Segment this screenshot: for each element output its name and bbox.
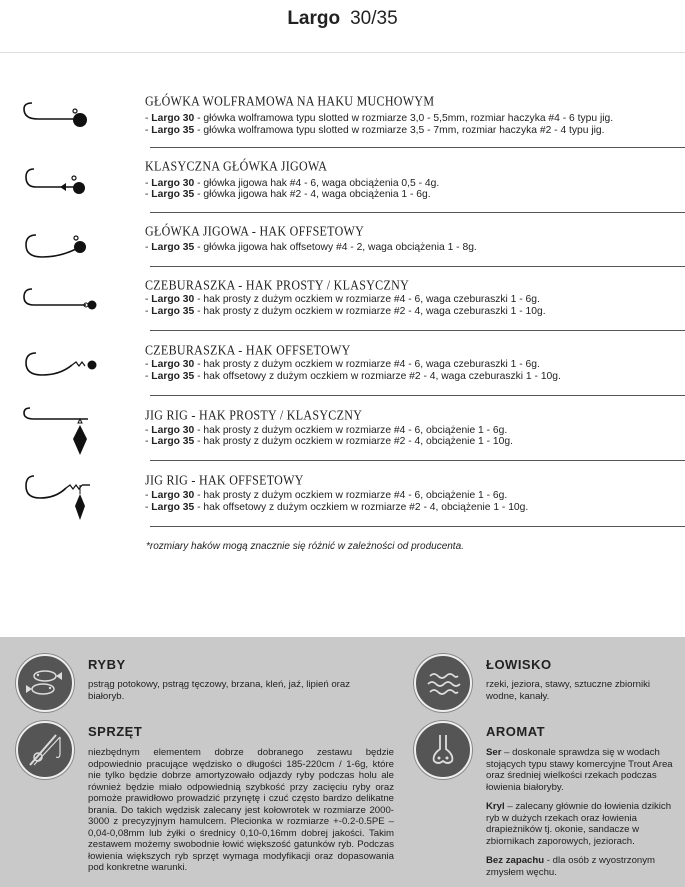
title-sizes: 30/35 xyxy=(350,8,398,29)
section-title: CZEBURASZKA - HAK OFFSETOWY xyxy=(145,342,351,359)
section-divider xyxy=(150,330,685,331)
jig-rig-straight-hook-icon xyxy=(20,405,100,460)
spec-line: - Largo 35 - hak offsetowy z dużym oczkiem w rozmiarze #2 - 4, obciążenie 1 - 10g. xyxy=(145,502,529,513)
page-title xyxy=(0,8,685,30)
spec-line: - Largo 30 - hak prosty z dużym oczkiem w rozmiarze #4 - 6, obciążenie 1 - 6g. xyxy=(145,490,508,501)
spec-line: - Largo 35 - hak offsetowy z dużym oczkiem w rozmiarze #2 - 4, waga czeburaszki 1 - 10g. xyxy=(145,371,561,382)
section-divider xyxy=(150,212,685,213)
section-title: KLASYCZNA GŁÓWKA JIGOWA xyxy=(145,158,328,175)
nose-aroma-icon xyxy=(414,721,472,779)
sprzet-heading: SPRZĘT xyxy=(88,724,143,739)
section-divider xyxy=(150,526,685,527)
ryby-heading: RYBY xyxy=(88,657,126,672)
spec-line: - Largo 35 - główka wolframowa typu slotted w rozmiarze 3,5 - 7mm, rozmiar haczyka #2 - 4 typu jig. xyxy=(145,125,605,136)
classic-jig-head-icon xyxy=(20,158,100,208)
jig-rig-offset-hook-icon xyxy=(20,472,100,527)
aromat-heading: AROMAT xyxy=(486,724,546,739)
spec-line: - Largo 35 - główka jigowa hak #2 - 4, waga obciążenia 1 - 6g. xyxy=(145,189,431,200)
section-divider xyxy=(150,460,685,461)
section-title: GŁÓWKA JIGOWA - HAK OFFSETOWY xyxy=(145,223,365,240)
spec-line: - Largo 30 - główka jigowa hak #4 - 6, waga obciążenia 0,5 - 4g. xyxy=(145,178,440,189)
aromat-text xyxy=(486,747,678,886)
fishing-rod-icon xyxy=(16,721,74,779)
section-title: CZEBURASZKA - HAK PROSTY / KLASYCZNY xyxy=(145,277,410,294)
footnote: *rozmiary haków mogą znacznie się różnić w zależności od producenta. xyxy=(146,541,464,552)
section-title: GŁÓWKA WOLFRAMOWA NA HAKU MUCHOWYM xyxy=(145,93,435,110)
ryby-text: pstrąg potokowy, pstrąg tęczowy, brzana, kleń, jaź, lipień oraz białoryb. xyxy=(88,679,351,702)
spec-line: - Largo 35 - główka jigowa hak offsetowy #4 - 2, waga obciążenia 1 - 8g. xyxy=(145,242,477,253)
section-divider xyxy=(150,395,685,396)
water-waves-icon xyxy=(414,654,472,712)
section-divider xyxy=(150,266,685,267)
title-model: Largo xyxy=(287,8,341,29)
aromat-item: Ser – doskonale sprawdza się w wodach stojących typu stawy komercyjne Trout Area oraz średniej wielkości rzekach podczas łowienia białoryby. xyxy=(486,747,673,793)
spec-line: - Largo 35 - hak prosty z dużym oczkiem w rozmiarze #2 - 4, obciążenie 1 - 10g. xyxy=(145,436,513,447)
section-title: JIG RIG - HAK OFFSETOWY xyxy=(145,472,304,489)
sprzet-text: niezbędnym elementem dobrze dobranego zestawu będzie odpowiednio pracujące wędzisko o długości 185-220cm / 1-6g, które nie tylko będzie dobrze amortyzowało odjazdy ryby podczas holu ale również będzie miało odpowiednią szybkość przy zacięciu ryby oraz pomoże prawidłowo prowadzić przynętę i czuć często bardzo delikatne brania. Do takich wędzisk zalecany jest kołowrotek w rozmiarze 2000-3000 z precyzyjnym hamulcem. Plecionka w rozmiarze +-0.2-0.5PE – 0,04-0,08mm lub żyłki o średnicy 0,10-0,16mm dobrej jakości. Takim zestawem możemy swobodnie łowić większość gatunków ryb. Podczas łowienia większych ryb sprzęt wymaga modyfikacji oraz dopasowania pod konkretne warunki. xyxy=(88,747,394,873)
aromat-item: Bez zapachu - dla osób z wyostrzonym zmysłem węchu. xyxy=(486,855,656,878)
tungsten-fly-hook-icon xyxy=(20,94,100,144)
info-panel xyxy=(0,637,685,887)
spec-line: - Largo 30 - hak prosty z dużym oczkiem w rozmiarze #4 - 6, waga czeburaszki 1 - 6g. xyxy=(145,359,540,370)
cheburashka-straight-hook-icon xyxy=(20,278,100,328)
section-divider xyxy=(150,147,685,148)
lowisko-text: rzeki, jeziora, stawy, sztuczne zbiorniki wodne, kanały. xyxy=(486,679,651,702)
fish-icon xyxy=(16,654,74,712)
cheburashka-offset-hook-icon xyxy=(20,340,100,390)
section-title: JIG RIG - HAK PROSTY / KLASYCZNY xyxy=(145,407,363,424)
aromat-item: Kryl – zalecany głównie do łowienia dzikich ryb w dużych rzekach oraz łowienia drapieżników tj. okonie, sandacze w zbiornikach zaporowych, jeziorach. xyxy=(486,801,672,847)
spec-line: - Largo 35 - hak prosty z dużym oczkiem w rozmiarze #2 - 4, waga czeburaszki 1 - 10g. xyxy=(145,306,546,317)
top-divider xyxy=(0,52,685,53)
spec-line: - Largo 30 - hak prosty z dużym oczkiem w rozmiarze #4 - 6, obciążenie 1 - 6g. xyxy=(145,425,508,436)
lowisko-heading: ŁOWISKO xyxy=(486,657,552,672)
spec-line: - Largo 30 - główka wolframowa typu slotted w rozmiarze 3,0 - 5,5mm, rozmiar haczyka #4 - 6 typu jig. xyxy=(145,113,614,124)
offset-jig-head-icon xyxy=(20,222,100,272)
spec-line: - Largo 30 - hak prosty z dużym oczkiem w rozmiarze #4 - 6, waga czeburaszki 1 - 6g. xyxy=(145,294,540,305)
